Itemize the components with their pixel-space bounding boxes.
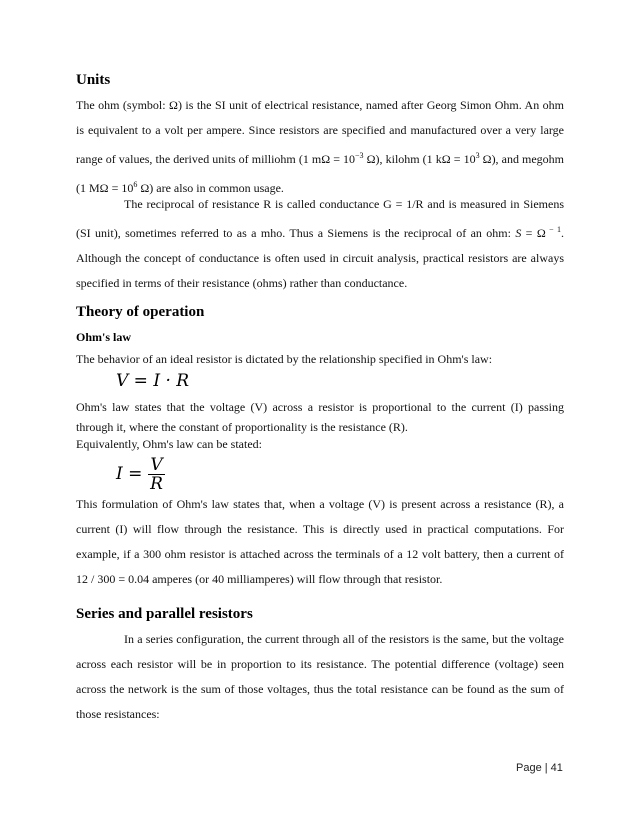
units-heading: Units (76, 72, 111, 88)
equation-i-equals-v-over-r: I = $\frac{V}{R}$ (116, 455, 163, 494)
ohms-law-explanation: Ohm's law states that the voltage (V) across a resistor is proportional to the current (I) passing through it, where the constant of proportionality is the resistance (R). (76, 400, 564, 434)
ohms-law-subheading: Ohm's law (76, 330, 132, 344)
theory-heading: Theory of operation (76, 304, 205, 320)
series-paragraph: In a series configuration, the current through all of the resistors is the same, but the voltage across each resistor will be in proportion to its resistance. The potential difference (voltage) seen across the network is the sum of those voltages, thus the total resistance can be found as the sum of those resistances: (76, 632, 564, 721)
formulation-paragraph: This formulation of Ohm's law states that, when a voltage (V) is present across a resistance (R), a current (I) will flow through the resistance. This is directly used in practical computations. For example, if a 300 ohm resistor is attached across the terminals of a 12 volt battery, then a current of 12 / 300 = 0.04 amperes (or 40 milliamperes) will flow through that resistor. (76, 497, 564, 586)
fraction-v-over-r: $\frac{V}{R}$ (150, 455, 163, 494)
series-parallel-heading: Series and parallel resistors (76, 606, 253, 622)
units-paragraph-2: The reciprocal of resistance R is called conductance G = 1/R and is measured in Siemens (SI unit), sometimes referred to as a mho. Thus a Siemens is the reciprocal of an ohm: S = Ω $^{- 1}$. Although the concept of conductance is often used in circuit analysis, practical resistors are always specified in terms of their resistance (ohms) rather than conductance. (76, 197, 565, 290)
equivalent-statement: Equivalently, Ohm's law can be stated: (76, 437, 262, 451)
equation-v-equals-ir: V = I · R (116, 371, 190, 391)
units-paragraph-1: The ohm (symbol: Ω) is the SI unit of electrical resistance, named after Georg Simon Ohm. An ohm is equivalent to a volt per ampere. Since resistors are specified and manufactured over a very large range of values, the derived units of milliohm (1 $m\Omega = 10^{-3}$ Ω), kilohm (1 $k\Omega = 10^3$ Ω), and megohm (1 $M\Omega = 10^6$ Ω) are also in common usage. (76, 98, 565, 195)
ohms-law-intro: The behavior of an ideal resistor is dictated by the relationship specified in Ohm's law: (76, 352, 493, 366)
page-number: Page | 41 (516, 762, 563, 774)
